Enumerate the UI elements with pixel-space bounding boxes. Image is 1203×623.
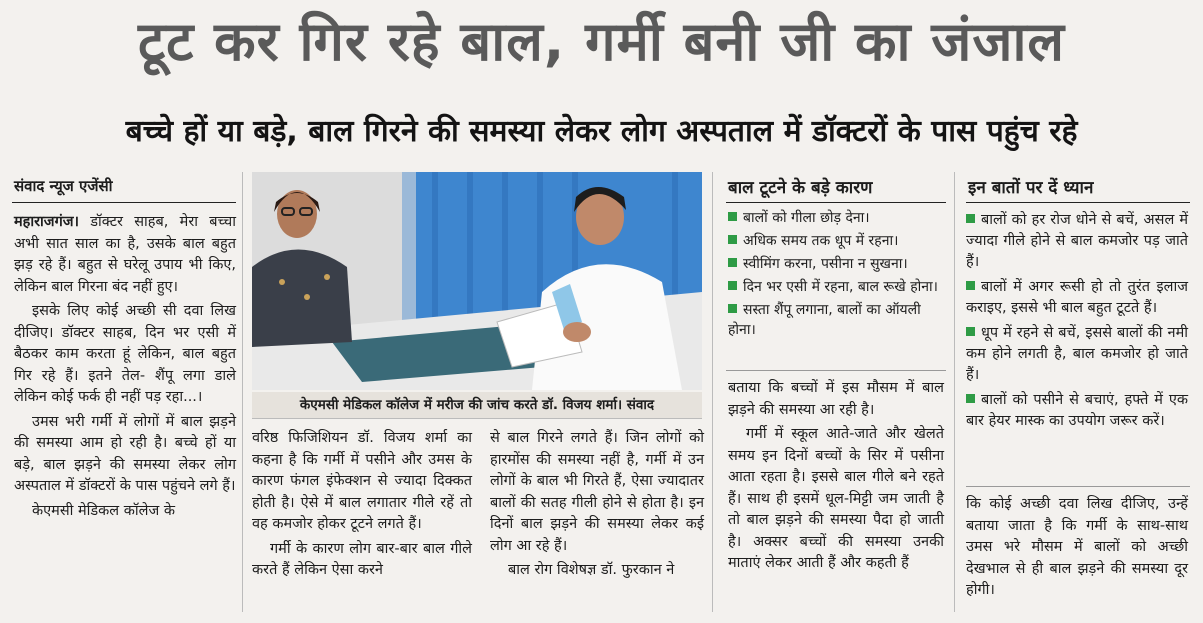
headline: टूट कर गिर रहे बाल, गर्मी बनी जी का जंजाल	[137, 10, 1066, 73]
column-4	[728, 378, 944, 578]
column-2-paragraph-2: गर्मी के कारण लोग बार-बार बाल गीले करते हैं लेकिन ऐसा करने	[252, 540, 472, 578]
byline: संवाद न्यूज एजेंसी	[14, 177, 113, 195]
bullet-icon	[966, 281, 975, 290]
tips-title: इन बातों पर दें ध्यान	[968, 178, 1094, 198]
causes-item-text: बालों को गीला छोड़ देना।	[743, 210, 870, 226]
tips-item-text: धूप में रहने से बचें, इससे बालों की नमी कम होने लगती है, बाल कमजोर हो जाते हैं।	[966, 325, 1188, 383]
causes-item	[728, 254, 942, 274]
column-3-paragraph-2: बाल रोग विशेषज्ञ डॉ. फुरकान ने	[508, 562, 675, 578]
byline-rule	[12, 202, 236, 203]
doctor-photo-illustration	[252, 172, 702, 390]
tips-item-text: बालों को पसीने से बचाएं, हफ्ते में एक बार हेयर मास्क का उपयोग जरूर करें।	[966, 392, 1188, 429]
tips-item	[966, 277, 1188, 319]
causes-bottom-rule	[726, 370, 946, 371]
column-3	[490, 428, 704, 585]
causes-item	[728, 300, 942, 340]
subheadline: बच्चे हों या बड़े, बाल गिरने की समस्या लेकर लोग अस्पताल में डॉक्टरों के पास पहुंच रहे	[125, 114, 1078, 149]
bullet-icon	[728, 235, 737, 244]
column-divider	[712, 172, 713, 612]
column-1	[14, 212, 236, 525]
causes-item	[728, 231, 942, 251]
causes-item-text: दिन भर एसी में रहना, बाल रूखे होना।	[743, 279, 938, 295]
column-4-paragraph-1: बताया कि बच्चों में इस मौसम में बाल झड़ने की समस्या आ रही है।	[728, 380, 944, 418]
tips-item-text: बालों में अगर रूसी हो तो तुरंत इलाज कराइए, इससे भी बाल बहुत टूटते हैं।	[966, 279, 1188, 316]
column-1-paragraph-2: इसके लिए कोई अच्छी सी दवा लिख दीजिए। डॉक्टर साहब, दिन भर एसी में बैठकर काम करता हूं लेकिन, बाल बहुत गिर रहे हैं। इतने तेल- शैंपू लगा डाले लेकिन कोई फर्क ही नहीं पड़ रहा...।	[14, 303, 236, 405]
column-2	[252, 428, 472, 585]
tips-item-text: बालों को हर रोज धोने से बचें, असल में ज्यादा गीले होने से बाल कमजोर पड़ जाते हैं।	[966, 212, 1188, 270]
dateline: महाराजगंज।	[14, 214, 79, 230]
column-1-paragraph-4: केएमसी मेडिकल कॉलेज के	[32, 502, 175, 519]
causes-item	[728, 277, 942, 297]
causes-title: बाल टूटने के बड़े कारण	[728, 178, 873, 198]
tips-item	[966, 323, 1188, 386]
column-1-paragraph-1	[14, 212, 236, 298]
bullet-icon	[728, 258, 737, 267]
tips-rule	[966, 202, 1190, 203]
bullet-icon	[728, 212, 737, 221]
tips-bottom-rule	[966, 486, 1190, 487]
bullet-icon	[728, 281, 737, 290]
column-3-paragraph-1: से बाल गिरने लगते हैं। जिन लोगों को हारमोंस की समस्या नहीं है, गर्मी में उन लोगों के बाल भी गिरते हैं, ऐसा ज्यादातर बालों की सतह गीली होने से होता है। इन दिनों बाल झड़ने की समस्या लेकर कई लोग आ रहे हैं।	[490, 430, 704, 554]
column-1-paragraph-3: उमस भरी गर्मी में लोगों में बाल झड़ने की समस्या आम हो रही है। बच्चे हों या बड़े, बाल झड़ने की समस्या लेकर लोग अस्पताल में डॉक्टरों के पास पहुंचने लगे हैं।	[14, 413, 236, 494]
bullet-icon	[966, 214, 975, 223]
tips-item	[966, 210, 1188, 273]
causes-list	[728, 208, 942, 343]
tips-item	[966, 390, 1188, 432]
doctor-photo	[252, 172, 702, 390]
column-5-paragraph-1: कि कोई अच्छी दवा लिख दीजिए, उन्हें बताया जाता है कि गर्मी के साथ-साथ उमस भरे मौसम में बालों को अच्छी देखभाल से ही बाल झड़ने की समस्या दूर होगी।	[966, 496, 1188, 598]
causes-rule	[726, 202, 946, 203]
column-2-paragraph-1: वरिष्ठ फिजिशियन डॉ. विजय शर्मा का कहना है कि गर्मी में पसीने और उमस के कारण फंगल इंफेक्शन से ज्यादा दिक्कत होती है। ऐसे में बाल लगातार गीले रहें तो वह कमजोर होकर टूटने लगते हैं।	[252, 430, 472, 532]
column-4-paragraph-2: गर्मी में स्कूल आते-जाते और खेलते समय इन दिनों बच्चों के सिर में पसीना आता रहता है। इससे बाल गीले बने रहते हैं। साथ ही इसमें धूल-मिट्टी जम जाती है तो बाल झड़ने की समस्या पैदा हो जाती है। अक्सर बच्चों की समस्या उनकी माताएं लेकर आती हैं और कहती हैं	[728, 426, 944, 571]
bullet-icon	[966, 327, 975, 336]
column-divider	[954, 172, 955, 612]
causes-item-text: अधिक समय तक धूप में रहना।	[743, 233, 899, 249]
causes-item-text: सस्ता शैंपू लगाना, बालों का ऑयली होना।	[728, 302, 921, 338]
bullet-icon	[728, 304, 737, 313]
causes-item	[728, 208, 942, 228]
column-divider	[242, 172, 243, 612]
column-1-text-1: डॉक्टर साहब, मेरा बच्चा अभी सात साल का है, उसके बाल बहुत झड़ रहे हैं। बहुत से घरेलू उपाय भी किए, लेकिन बाल गिरना बंद नहीं हुए।	[14, 214, 236, 295]
photo-caption: केएमसी मेडिकल कॉलेज में मरीज की जांच करते डॉ. विजय शर्मा। संवाद	[252, 392, 702, 419]
tips-list	[966, 210, 1188, 436]
causes-item-text: स्वीमिंग करना, पसीना न सुखना।	[743, 256, 908, 272]
column-5	[966, 494, 1188, 605]
bullet-icon	[966, 394, 975, 403]
